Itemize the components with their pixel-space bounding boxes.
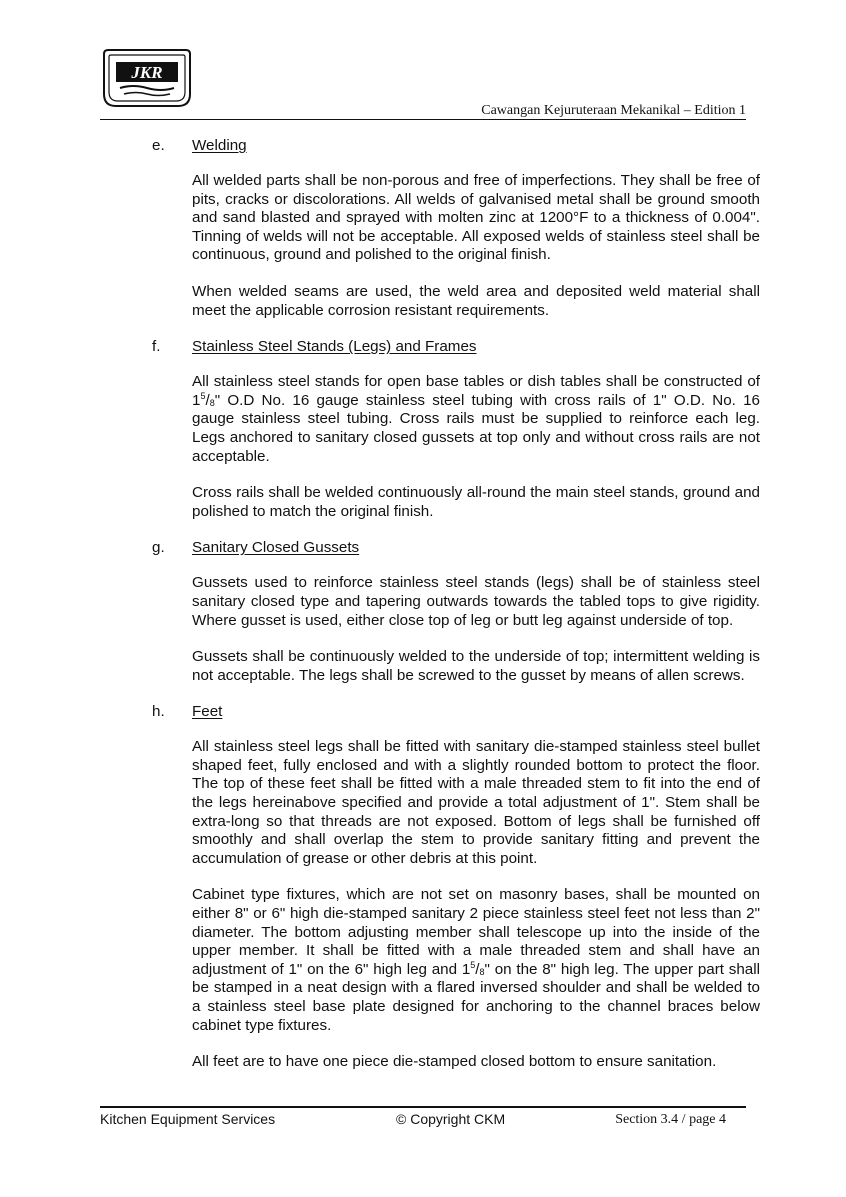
footer-left-text: Kitchen Equipment Services [100, 1111, 276, 1127]
section-letter: e. [152, 137, 165, 154]
fraction-numerator: 5 [470, 959, 476, 970]
section-f [100, 338, 760, 521]
jkr-logo [100, 44, 194, 110]
fraction-denominator: 8 [479, 966, 485, 977]
section-e [100, 137, 760, 320]
paragraph-text: All stainless steel stands for open base tables or dish tables shall be constructed of 1 [192, 373, 760, 409]
fraction-numerator: 5 [200, 390, 206, 401]
paragraph-text: Cabinet type fixtures, which are not set on masonry bases, shall be mounted on either 8" or 6" high die-stamped sanitary 2 piece stainless steel feet not less than 2" diameter. The bottom adjusting member shall telescope up into the inside of the upper member. It shall be fitted with a male threaded stem and shall have an adjustment of 1" on the 6" high leg and 1 [192, 886, 760, 978]
paragraph: All feet are to have one piece die-stamped closed bottom to ensure sanitation. [192, 1053, 717, 1071]
section-letter: g. [152, 539, 165, 557]
section-heading [100, 137, 760, 156]
section-title: Welding [192, 137, 247, 154]
section-title: Stainless Steel Stands (Legs) and Frames [192, 338, 477, 356]
section-heading [100, 703, 760, 722]
section-g [100, 539, 760, 685]
section-heading [100, 539, 760, 558]
header-title: Cawangan Kejuruteraan Mekanikal – Edition 1 [481, 103, 746, 118]
paragraph: Gussets used to reinforce stainless steel stands (legs) shall be of stainless steel sanitary closed type and tapering outwards towards the tabled tops to give rigidity. Where gusset is used, either close top of leg or butt leg against underside of top. [192, 574, 760, 629]
paragraph: All stainless steel legs shall be fitted with sanitary die-stamped stainless steel bullet shaped feet, fully enclosed and with a slightly rounded bottom to protect the floor. The top of these feet shall be fitted with a male threaded stem to fit into the end of the legs hereinabove specified and provide a total adjustment of 1". Stem shall be extra-long so that threads are not exposed. Bottom of legs shall be furnished off smoothly and shall overlap the stem to provide sanitary fitting and prevent the accumulation of grease or other debris at this point. [192, 738, 760, 867]
paragraph-text: " O.D No. 16 gauge stainless steel tubing with cross rails of 1" O.D. No. 16 gauge stainless steel tubing. Cross rails must be supplied to reinforce each leg. Legs anchored to sanitary closed gussets at top only and without cross rails are not acceptable. [192, 391, 760, 465]
paragraph: All welded parts shall be non-porous and free of imperfections. They shall be free of pits, cracks or discolorations. All welds of galvanised metal shall be ground smooth and sand blasted and sprayed with molten zinc at 1200°F to a thickness of 0.004". Tinning of welds will not be acceptable. All exposed welds of stainless steel shall be continuous, ground and polished to the original finish. [192, 172, 760, 264]
paragraph: All stainless steel stands for open base tables or dish tables shall be constructed of $1^5/8$" O.D No. 16 gauge stainless steel tubing with cross rails of 1" O.D. No. 16 gauge stainless steel tubing. Cross rails must be supplied to reinforce each leg. Legs anchored to sanitary closed gussets at top only and without cross rails are not acceptable. [192, 373, 760, 465]
paragraph: Gussets shall be continuously welded to the underside of top; intermittent welding is not acceptable. The legs shall be screwed to the gusset by means of allen screws. [192, 648, 760, 684]
section-letter: h. [152, 703, 165, 721]
section-title: Sanitary Closed Gussets [192, 539, 360, 557]
paragraph: Cross rails shall be welded continuously all-round the main steel stands, ground and polished to match the original finish. [192, 484, 760, 520]
section-heading [100, 338, 760, 357]
footer-divider [100, 1106, 746, 1108]
paragraph-text: " on the 8" high leg. The upper part shall be stamped in a neat design with a flared inversed shoulder and shall be welded to a stainless steel base plate designed for anchoring to the channel braces below cabinet type fixtures. [192, 960, 760, 1034]
header-divider [100, 119, 746, 120]
section-letter: f. [152, 338, 161, 356]
section-title: Feet [192, 703, 223, 721]
footer-page-number: Section 3.4 / page 4 [615, 1112, 726, 1127]
footer-copyright: © Copyright CKM [396, 1111, 506, 1127]
fraction-denominator: 8 [209, 397, 215, 408]
paragraph: When welded seams are used, the weld area and deposited weld material shall meet the applicable corrosion resistant requirements. [192, 282, 760, 319]
document-body [100, 137, 760, 1090]
paragraph: Cabinet type fixtures, which are not set on masonry bases, shall be mounted on either 8" or 6" high die-stamped sanitary 2 piece stainless steel feet not less than 2" diameter. The bottom adjusting member shall telescope up into the inside of the upper member. It shall be fitted with a male threaded stem and shall have an adjustment of 1" on the 6" high leg and $1^5/8$" on the 8" high leg. The upper part shall be stamped in a neat design with a flared inversed shoulder and shall be welded to a stainless steel base plate designed for anchoring to the channel braces below cabinet type fixtures. [192, 886, 760, 1034]
logo-text: JKR [131, 63, 163, 82]
section-h [100, 703, 760, 1072]
